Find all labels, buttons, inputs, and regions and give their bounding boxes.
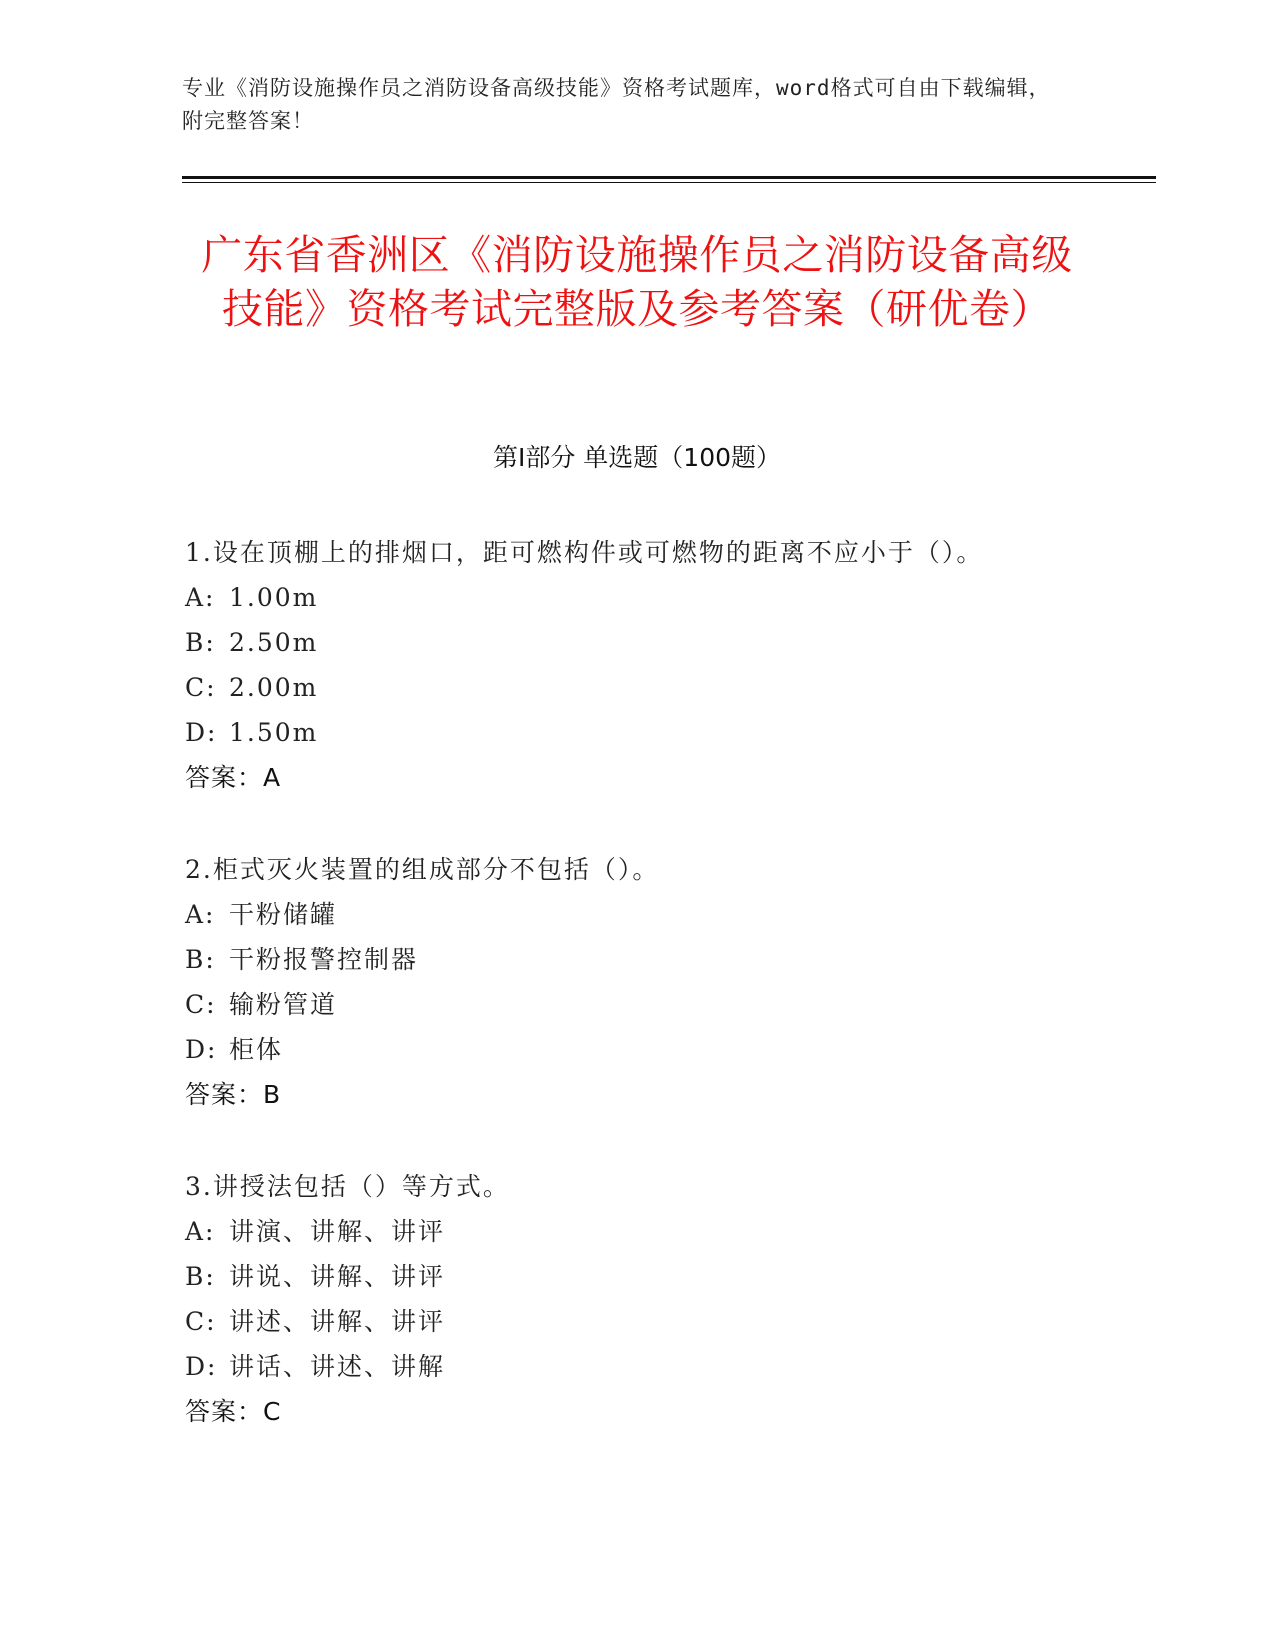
option-letter: B: [185,1262,216,1291]
option-text: 输粉管道 [229,990,338,1019]
answer-line: 答案：B [185,1080,282,1109]
option-letter: A: [185,900,216,929]
question-stem: 3.讲授法包括（）等方式。 [185,1172,510,1201]
option-d [185,1027,1145,1072]
question-item [185,1164,1145,1434]
option-d [185,710,1145,755]
option-letter: C: [185,990,217,1019]
header-note: 专业《消防设施操作员之消防设备高级技能》资格考试题库，word格式可自由下载编辑，附完整答案！ [182,76,1051,133]
option-text: 讲说、讲解、讲评 [229,1262,446,1291]
option-letter: A: [185,583,216,612]
option-text: 讲话、讲述、讲解 [229,1352,446,1381]
section-heading: 第Ⅰ部分 单选题（100题） [492,443,782,472]
option-text: 2.00m [229,673,319,702]
option-d [185,1344,1145,1389]
option-text: 干粉储罐 [229,900,338,929]
option-text: 1.50m [229,718,319,747]
header-rule-thin [182,182,1156,183]
option-letter: C: [185,1307,217,1336]
option-a [185,1209,1145,1254]
option-letter: B: [185,628,216,657]
answer-line: 答案：A [185,763,282,792]
option-c [185,982,1145,1027]
header-rule-thick [182,176,1156,179]
option-b [185,620,1145,665]
document-title: 广东省香洲区《消防设施操作员之消防设备高级技能》资格考试完整版及参考答案（研优卷） [201,231,1073,333]
option-letter: D: [185,1352,218,1381]
option-letter: A: [185,1217,216,1246]
option-letter: D: [185,1035,218,1064]
answer-line: 答案：C [185,1397,282,1426]
option-c [185,665,1145,710]
question-item [185,530,1145,800]
question-item [185,847,1145,1117]
option-letter: D: [185,718,218,747]
option-text: 讲述、讲解、讲评 [229,1307,446,1336]
option-text: 1.00m [229,583,319,612]
option-text: 讲演、讲解、讲评 [229,1217,446,1246]
option-a [185,892,1145,937]
option-c [185,1299,1145,1344]
option-text: 干粉报警控制器 [229,945,419,974]
option-letter: B: [185,945,216,974]
option-b [185,937,1145,982]
option-a [185,575,1145,620]
option-text: 2.50m [229,628,319,657]
option-letter: C: [185,673,217,702]
question-list [185,530,1145,1481]
question-stem: 1.设在顶棚上的排烟口，距可燃构件或可燃物的距离不应小于（）。 [185,538,984,567]
option-b [185,1254,1145,1299]
question-stem: 2.柜式灭火装置的组成部分不包括（）。 [185,855,660,884]
option-text: 柜体 [229,1035,284,1064]
